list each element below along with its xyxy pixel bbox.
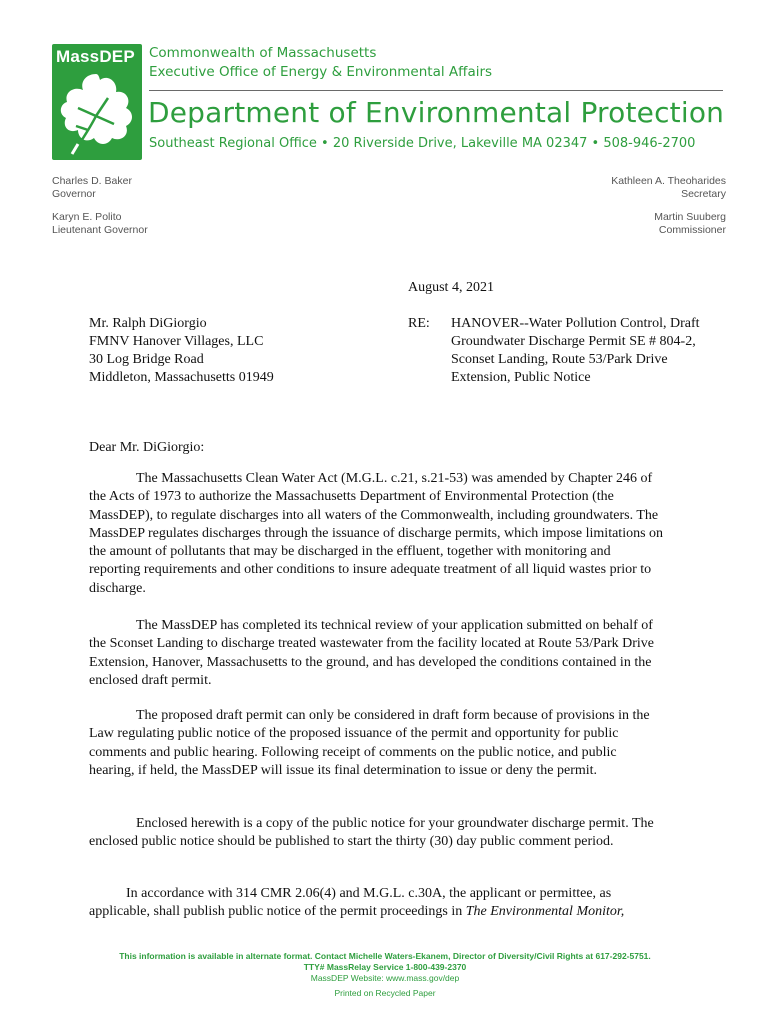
paragraph-3 [89,707,664,780]
secretary-block [611,175,726,201]
oak-leaf-icon [56,68,138,156]
recipient-address [89,315,274,387]
recipient-name: Mr. Ralph DiGiorgio [89,316,207,331]
header-divider [149,90,723,91]
commissioner-title: Commissioner [658,224,726,236]
letter-date: August 4, 2021 [408,280,494,295]
commissioner-block [654,211,726,237]
paragraph-5-text: In accordance with 314 CMR 2.06(4) and M.G.L. c.30A, the applicant or permittee, as applicable, shall publish public notice of the permit proceedings in [89,886,612,920]
secretary-title: Secretary [681,188,726,200]
paragraph-3-text: The proposed draft permit can only be considered in draft form because of provisions in the Law regulating public notice of the proposed issuance of the permit and opportunity for public comments and public hearing. Following receipt of comments on the public notice, and public hearing, if held, the MassDEP will issue its final determination to issue or deny the permit. [89,708,650,778]
governor-name: Charles D. Baker [52,175,132,187]
paragraph-4-text: Enclosed herewith is a copy of the public notice for your groundwater discharge permit. The enclosed public notice should be published to start the thirty (30) day public comment period. [89,816,654,850]
lt-governor-name: Karyn E. Polito [52,211,122,223]
paragraph-1-text: The Massachusetts Clean Water Act (M.G.L. c.21, s.21-53) was amended by Chapter 246 of the Acts of 1973 to authorize the Massachusetts Department of Environmental Protection (the MassDEP), to regulate discharges into all waters of the Commonwealth, including groundwaters. The MassDEP regulates discharges through the issuance of discharge permits, which impose limitations on the amount of pollutants that may be discharged in the effluent, together with monitoring and reporting requirements and other conditions to insure adequate treatment of all liquid wastes prior to discharge. [89,471,664,596]
salutation: Dear Mr. DiGiorgio: [89,440,205,455]
re-label: RE: [408,316,430,331]
footer-recycled: Printed on Recycled Paper [334,988,436,998]
re-subject: HANOVER--Water Pollution Control, Draft Groundwater Discharge Permit SE # 804-2, Sconset Landing, Route 53/Park Drive Extension, Public Notice [451,316,700,385]
paragraph-5 [89,885,664,922]
recipient-city: Middleton, Massachusetts 01949 [89,370,274,385]
paragraph-1 [89,470,664,598]
office-address: Southeast Regional Office • 20 Riverside Drive, Lakeville MA 02347 • 508-946-2700 [149,136,696,151]
footer-website: MassDEP Website: www.mass.gov/dep [310,973,460,983]
publication-name: The Environmental Monitor, [465,904,625,920]
recipient-company: FMNV Hanover Villages, LLC [89,334,264,349]
logo-wordmark: MassDEP [56,47,135,66]
massdep-logo [52,44,142,160]
executive-office-line: Executive Office of Energy & Environmental Affairs [149,64,493,80]
footer-tty: TTY# MassRelay Service 1-800-439-2370 [303,962,467,972]
commissioner-name: Martin Suuberg [654,211,726,223]
department-title: Department of Environmental Protection [148,96,725,129]
commonwealth-line: Commonwealth of Massachusetts [149,45,377,61]
footer-alternate-format: This information is available in alternate format. Contact Michelle Waters-Ekanem, Director of Diversity/Civil Rights at 617-292-5751. [119,951,651,961]
paragraph-2 [89,617,664,690]
paragraph-2-text: The MassDEP has completed its technical review of your application submitted on behalf of the Sconset Landing to discharge treated wastewater from the facility located at Route 53/Park Drive Extension, Hanover, Massachusetts to the ground, and has developed the conditions contained in the enclosed draft permit. [89,618,654,688]
governor-block [52,175,132,201]
paragraph-4 [89,815,664,852]
secretary-name: Kathleen A. Theoharides [611,175,726,187]
lt-governor-title: Lieutenant Governor [52,224,148,236]
lt-governor-block [52,211,148,237]
governor-title: Governor [52,188,96,200]
recipient-street: 30 Log Bridge Road [89,352,204,367]
